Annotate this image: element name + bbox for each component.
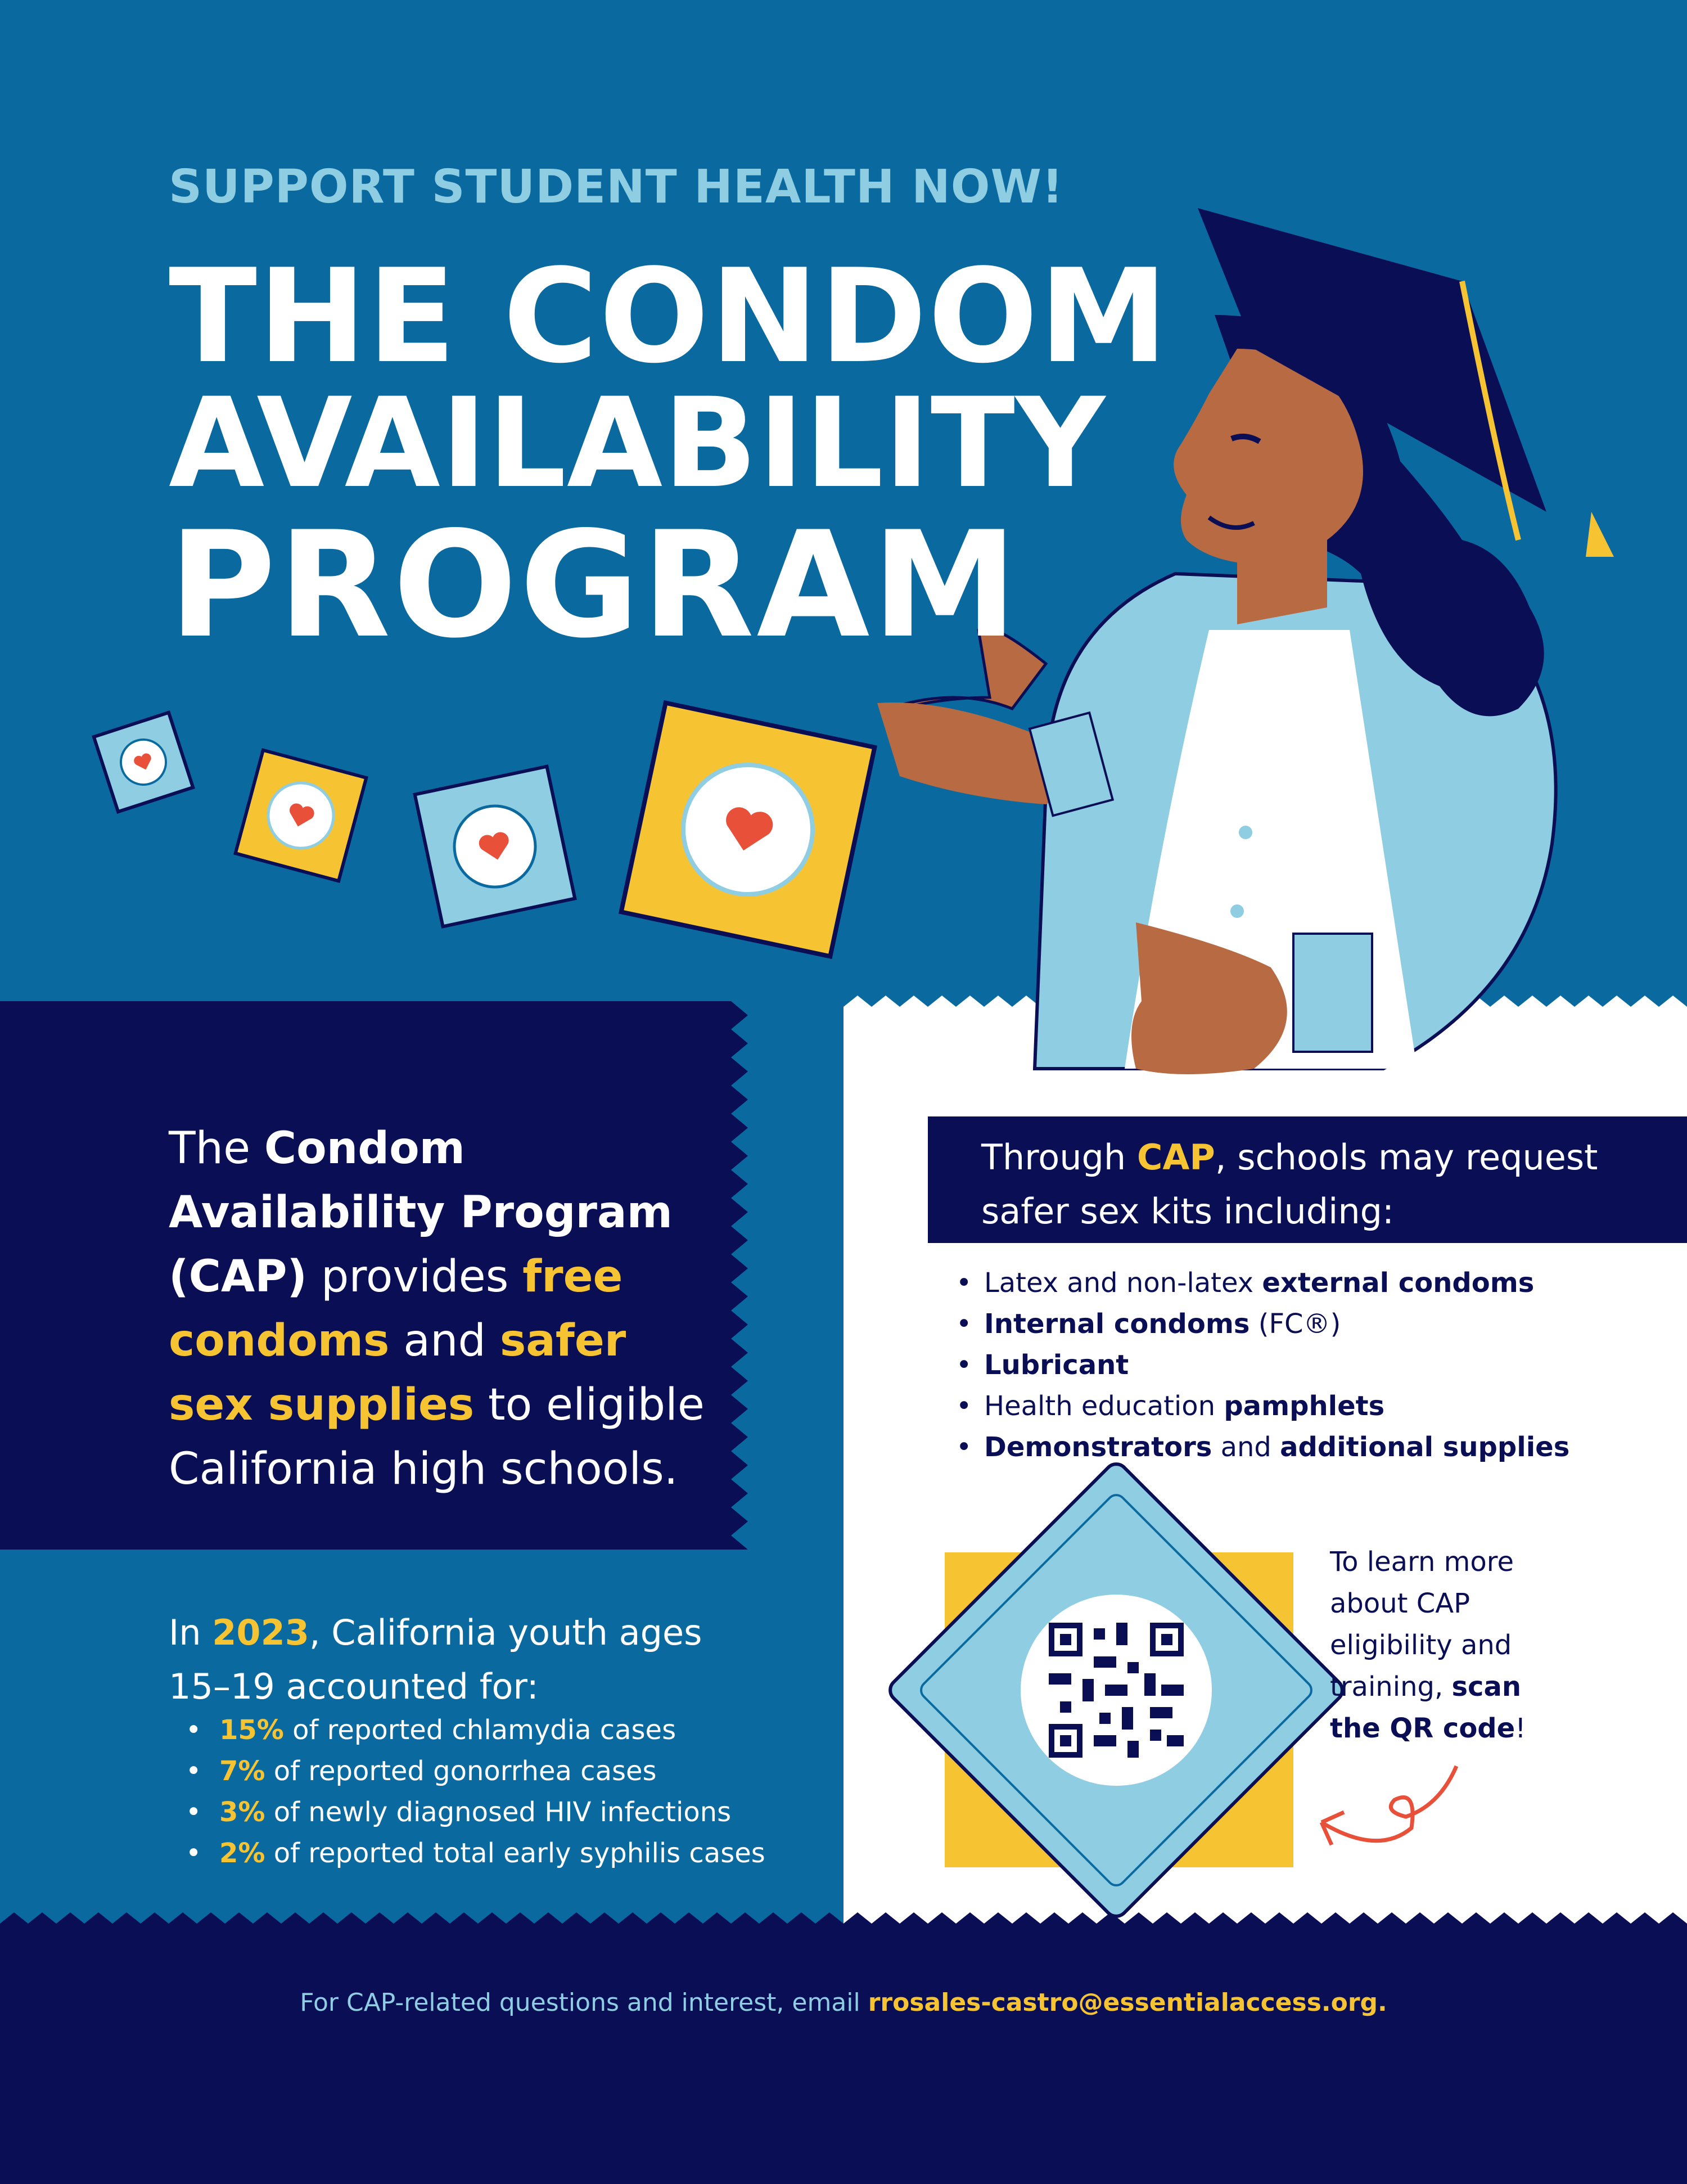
cap-banner-text [981,1131,1673,1239]
stats-intro [169,1606,720,1714]
banner-post: , schools may request safer sex kits including: [981,1137,1598,1232]
stats-intro-post: , California youth ages 15–19 accounted for: [169,1612,702,1707]
intro-text-2: provides [307,1251,523,1302]
stat-text: of reported chlamydia cases [283,1714,676,1746]
intro-program-name: Condom Availability Program (CAP) [169,1123,673,1302]
stat-value: 3% [219,1796,265,1828]
banner-pre: Through [981,1137,1137,1178]
intro-text-1: The [169,1123,264,1174]
stat-item [186,1833,765,1874]
stats-list [186,1710,765,1874]
footer-email-link[interactable]: rrosales-castro@essentialaccess.org [868,1988,1378,2017]
kit-text: Health education [984,1390,1224,1422]
kit-bold: Internal condoms [984,1308,1250,1340]
intro-highlight-condoms: free condoms [169,1251,623,1366]
title-line-1: THE CONDOM [169,242,1169,392]
intro-text-4: to eligible California high schools. [169,1380,705,1494]
kit-item [956,1263,1569,1304]
title-line-3: PROGRAM [169,501,1020,670]
stat-value: 2% [219,1838,265,1869]
intro-text-3: and [389,1316,500,1366]
kit-text: (FC®) [1250,1308,1341,1340]
qr-code-icon [1049,1623,1184,1758]
learn-post: ! [1515,1713,1526,1744]
kit-bold: pamphlets [1224,1390,1385,1422]
kit-item [956,1345,1569,1386]
stats-intro-pre: In [169,1612,213,1653]
kit-item [956,1386,1569,1427]
condom-packet-icon [94,713,193,812]
stat-value: 7% [219,1755,265,1787]
kit-item [956,1304,1569,1345]
kit-list [956,1263,1569,1468]
kit-bold: Demonstrators [984,1431,1212,1463]
intro-highlight-supplies: safer sex supplies [169,1316,626,1430]
kit-item [956,1427,1569,1468]
kicker-text: SUPPORT STUDENT HEALTH NOW! [169,160,1064,214]
stat-value: 15% [219,1714,284,1746]
stat-text: of reported gonorrhea cases [265,1755,657,1787]
footer-band [0,1912,1687,2184]
kit-bold: Lubricant [984,1349,1129,1381]
intro-paragraph [169,1116,709,1501]
banner-cap: CAP [1136,1137,1215,1178]
footer-post: . [1378,1988,1387,2017]
footer-pre: For CAP-related questions and interest, email [300,1988,868,2017]
kit-bold: additional supplies [1280,1431,1570,1463]
condom-packet-icon [621,703,875,957]
stat-text: of reported total early syphilis cases [265,1838,765,1869]
kit-text: and [1212,1431,1280,1463]
condom-packet-icon [236,750,367,881]
stat-item [186,1710,765,1751]
stat-item [186,1751,765,1792]
learn-bold: scan the QR code [1330,1671,1522,1744]
condom-packet-icon [415,767,575,927]
footer-contact [0,1988,1687,2017]
stats-year: 2023 [212,1612,309,1653]
learn-pre: To learn more about CAP eligibility and training, [1330,1546,1514,1703]
stat-text: of newly diagnosed HIV infections [265,1796,732,1828]
kit-bold: external condoms [1262,1267,1535,1299]
learn-more-text [1330,1541,1566,1749]
kit-text: Latex and non-latex [984,1267,1262,1299]
title-line-2: AVAILABILITY [169,371,1106,515]
stat-item [186,1792,765,1833]
